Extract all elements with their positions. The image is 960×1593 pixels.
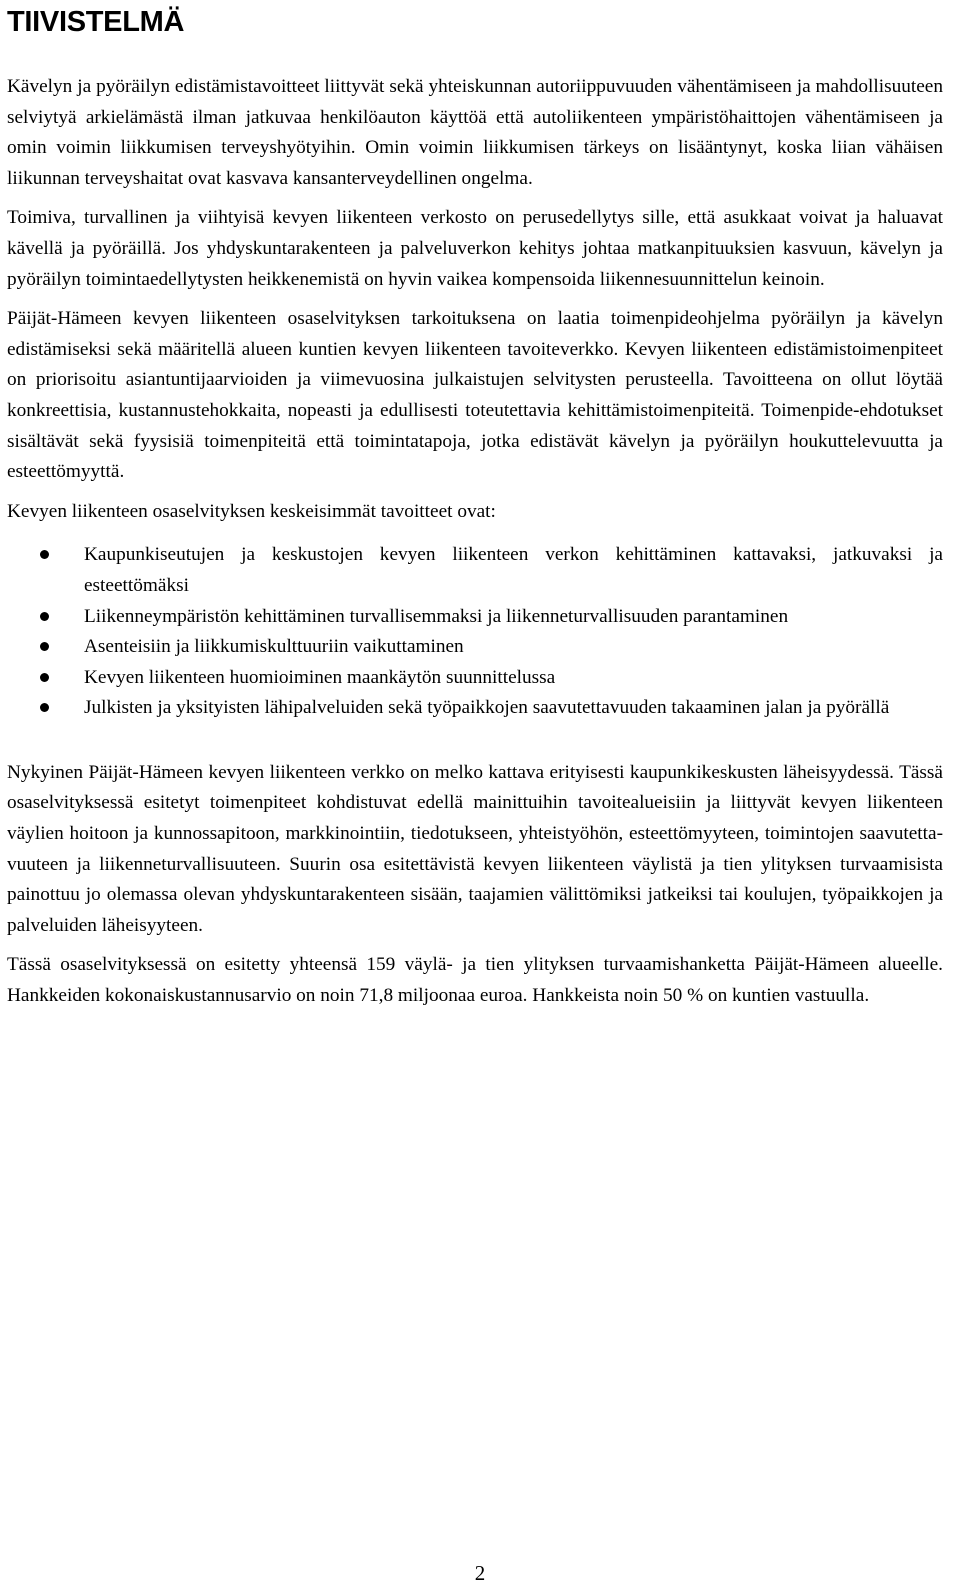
list-item-text: Liikenneympäristön kehittäminen turvallisemmaksi ja liikenneturvallisuuden parantaminen <box>84 605 789 627</box>
list-item-text: Asenteisiin ja liikkumiskulttuuriin vaikuttaminen <box>84 636 464 658</box>
list-item <box>7 632 943 663</box>
page-title: TIIVISTELMÄ <box>7 6 185 38</box>
goals-intro: Kevyen liikenteen osaselvityksen keskeisimmät tavoitteet ovat: <box>7 500 496 522</box>
paragraph: Päijät-Hämeen kevyen liikenteen osaselvityksen tarkoituksena on laatia toimenpideohjelma pyöräilyn ja kävelyn edistämiseksi sekä määritellä alueen kuntien kevyen liikenteen tavoiteverkko. Kevyen liikenteen edistämistoimenpiteet on priorisoitu asiantuntijaarvioiden ja viimevuosina julkaistujen selvitysten perusteella. Tavoitteena on ollut löytää konkreettisia, kustannustehokkaita, nopeasti ja edullisesti toteutettavia kehittämistoimenpiteitä. Toimenpide-ehdotukset sisältävät sekä fyysisiä toimenpiteitä että toimintatapoja, jotka edistävät kävelyn ja pyöräilyn houkuttelevuutta ja esteettömyyttä. <box>7 308 943 483</box>
goals-list <box>7 540 943 724</box>
list-item-text: Kevyen liikenteen huomioiminen maankäytön suunnittelussa <box>84 666 556 688</box>
paragraph: Kävelyn ja pyöräilyn edistämistavoitteet liittyvät sekä yhteiskunnan autoriippuvuuden vähentämiseen ja mahdollisuuteen selviytyä arkielämästä ilman jatkuvaa henkilöauton käyttöä että autoliikenteen ympäristöhaittojen vähentämiseen ja omin voimin liikkumisen terveyshyötyihin. Omin voimin liikkumisen tärkeys on lisääntynyt, koska liian vähäisen liikunnan terveyshaitat ovat kasvava kansanterveydellinen ongelma. <box>7 76 943 189</box>
bullet-icon <box>40 673 49 682</box>
paragraph: Nykyinen Päijät-Hämeen kevyen liikenteen verkko on melko kattava erityisesti kaupunkikeskusten läheisyydessä. Tässä osaselvityksessä esitetyt toimenpiteet kohdistuvat edellä mainittuihin tavoitealueisiin ja liittyvät kevyen liikenteen väylien hoitoon ja kunnossapitoon, markkinointiin, tiedotukseen, yhteistyöhön, esteettömyyteen, toimintojen saavutettavuuteen ja liikenneturvallisuuteen. Suurin osa esitettävistä kevyen liikenteen väylistä ja tien ylityksen turvaamisista painottuu jo olemassa olevan yhdyskuntarakenteen sisään, taajamien välittömiksi jatkeiksi tai koulujen, työpaikkojen ja palveluiden läheisyyteen. <box>7 761 943 936</box>
list-item-text: Kaupunkiseutujen ja keskustojen kevyen liikenteen verkon kehittäminen kattavaksi, jatkuvaksi ja esteettömäksi <box>84 544 943 596</box>
list-item <box>7 540 943 601</box>
bullet-icon <box>40 642 49 651</box>
list-item <box>7 663 943 694</box>
document-body <box>7 72 943 1021</box>
bullet-icon <box>40 703 49 712</box>
list-item-text: Julkisten ja yksityisten lähipalveluiden sekä työpaikkojen saavutettavuuden takaaminen jalan ja pyörällä <box>84 697 890 719</box>
list-item <box>7 602 943 633</box>
list-item <box>7 693 943 724</box>
paragraph: Toimiva, turvallinen ja viihtyisä kevyen liikenteen verkosto on perusedellytys sille, että asukkaat voivat ja haluavat kävellä ja pyöräillä. Jos yhdyskuntarakenteen ja palveluverkon kehitys johtaa matkanpituuksien kasvuun, kävelyn ja pyöräilyn toimintaedellytysten heikkenemistä on hyvin vaikea kompensoida liikennesuunnittelun keinoin. <box>7 207 943 290</box>
paragraph: Tässä osaselvityksessä on esitetty yhteensä 159 väylä- ja tien ylityksen turvaamishanketta Päijät-Hämeen alueelle. Hankkeiden kokonaiskustannusarvio on noin 71,8 miljoonaa euroa. Hankkeista noin 50 % on kuntien vastuulla. <box>7 954 943 1007</box>
page-number: 2 <box>474 1561 486 1585</box>
bullet-icon <box>40 612 49 621</box>
bullet-icon <box>40 550 49 559</box>
